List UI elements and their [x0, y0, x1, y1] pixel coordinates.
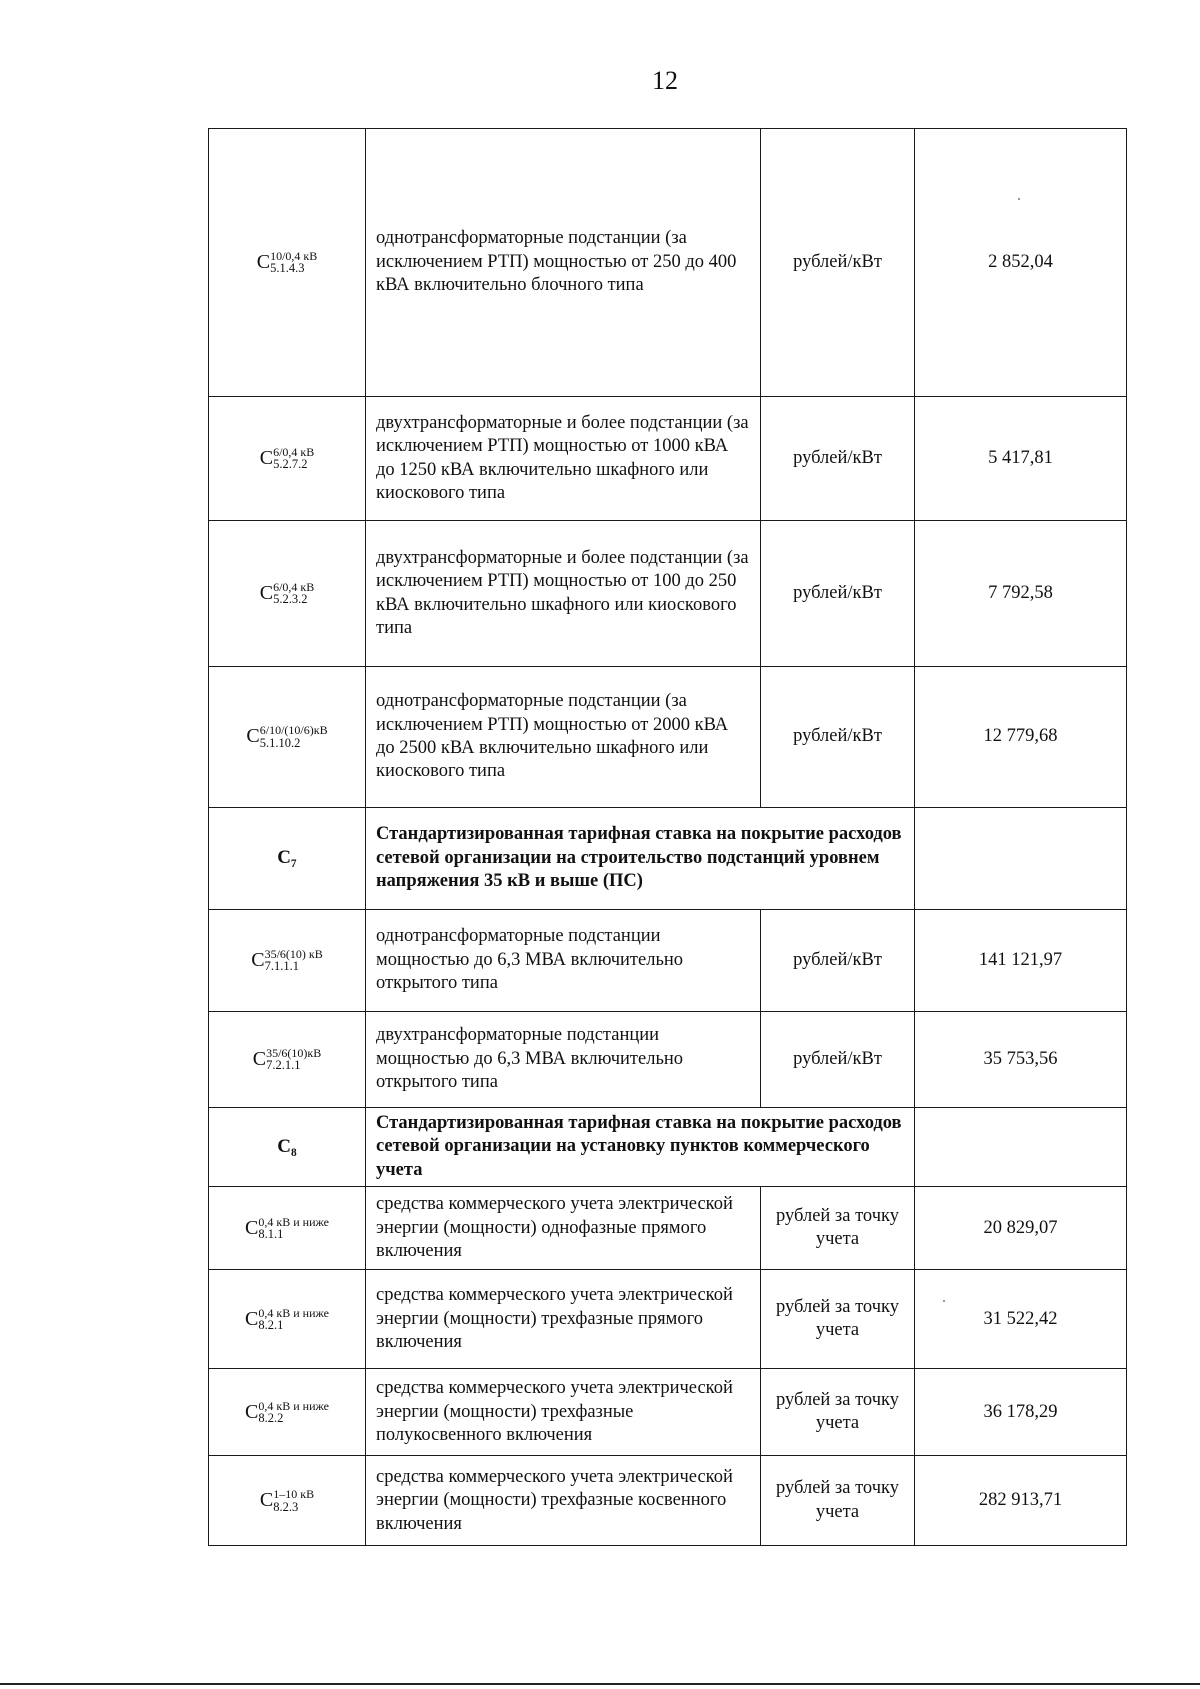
- rate-description: двухтрансформаторные подстанции мощностью до 6,3 МВА включительно открытого типа: [366, 1012, 761, 1108]
- rate-symbol: C 35/6(10) кВ 7.1.1.1: [251, 946, 323, 974]
- rate-description: однотрансформаторные подстанции (за исключением РТП) мощностью от 250 до 400 кВА включительно блочного типа: [366, 129, 761, 397]
- table-row: [209, 1012, 1127, 1108]
- rate-index-subscript: 7.2.1.1: [266, 1058, 301, 1073]
- rate-voltage-superscript: 0,4 кВ и ниже: [258, 1305, 329, 1320]
- rate-voltage-superscript: 35/6(10)кВ: [266, 1045, 322, 1060]
- rate-value: 5 417,81: [915, 397, 1127, 521]
- rate-index-subscript: 5.2.7.2: [273, 457, 308, 472]
- rate-unit: рублей/кВт: [761, 667, 915, 808]
- table-row: [209, 1187, 1127, 1270]
- table-row: [209, 129, 1127, 397]
- section-row: [209, 808, 1127, 910]
- rate-symbol-cell: [209, 1270, 366, 1369]
- rate-symbol-cell: [209, 1012, 366, 1108]
- table-row: [209, 521, 1127, 667]
- rate-index-subscript: 8.2.1: [258, 1318, 284, 1333]
- rate-symbol-cell: [209, 129, 366, 397]
- rate-description: однотрансформаторные подстанции мощностью до 6,3 МВА включительно открытого типа: [366, 910, 761, 1012]
- rate-symbol-cell: [209, 1456, 366, 1546]
- rate-voltage-superscript: 6/0,4 кВ: [273, 579, 315, 594]
- table-row: [209, 910, 1127, 1012]
- section-code: C₇: [209, 808, 366, 910]
- scan-edge-line: [0, 1683, 1200, 1685]
- rate-voltage-superscript: 10/0,4 кВ: [270, 248, 318, 263]
- scan-speck: [1018, 198, 1020, 200]
- rate-index-subscript: 5.2.3.2: [273, 592, 308, 607]
- section-title: Стандартизированная тарифная ставка на покрытие расходов сетевой организации на строительство подстанций уровнем напряжения 35 кВ и выше (ПС): [366, 808, 915, 910]
- rate-symbol: C 6/10/(10/6)кВ 5.1.10.2: [246, 723, 328, 750]
- rate-voltage-superscript: 0,4 кВ и ниже: [258, 1214, 329, 1229]
- rate-index-subscript: 8.1.1: [258, 1227, 284, 1242]
- rate-symbol: C 6/0,4 кВ 5.2.3.2: [259, 579, 315, 607]
- scan-speck: [943, 1300, 945, 1302]
- rate-value: 141 121,97: [915, 910, 1127, 1012]
- rate-index-subscript: 8.2.2: [258, 1411, 284, 1426]
- rate-symbol: C 35/6(10)кВ 7.2.1.1: [252, 1045, 322, 1073]
- rate-description: средства коммерческого учета электрической энергии (мощности) трехфазные косвенного включения: [366, 1456, 761, 1546]
- rate-unit: рублей/кВт: [761, 397, 915, 521]
- rate-unit: рублей/кВт: [761, 910, 915, 1012]
- rate-unit: рублей/кВт: [761, 129, 915, 397]
- section-title: Стандартизированная тарифная ставка на покрытие расходов сетевой организации на установку пунктов коммерческого учета: [366, 1108, 915, 1187]
- rate-unit: рублей за точку учета: [761, 1456, 915, 1546]
- rate-unit: рублей/кВт: [761, 521, 915, 667]
- rate-value: 20 829,07: [915, 1187, 1127, 1270]
- rate-index-subscript: 8.2.3: [273, 1499, 299, 1514]
- rate-voltage-superscript: 6/10/(10/6)кВ: [259, 723, 328, 738]
- rate-symbol: C 1–10 кВ 8.2.3: [259, 1487, 315, 1514]
- tariff-table: [208, 128, 1127, 1546]
- rate-unit: рублей за точку учета: [761, 1187, 915, 1270]
- rate-unit: рублей за точку учета: [761, 1369, 915, 1456]
- rate-description: средства коммерческого учета электрической энергии (мощности) трехфазные прямого включения: [366, 1270, 761, 1369]
- rate-symbol: C 10/0,4 кВ 5.1.4.3: [256, 248, 318, 276]
- rate-description: двухтрансформаторные и более подстанции (за исключением РТП) мощностью от 1000 кВА до 1250 кВА включительно шкафного или киоскового типа: [366, 397, 761, 521]
- table-row: [209, 667, 1127, 808]
- rate-symbol: C 0,4 кВ и ниже 8.1.1: [245, 1214, 329, 1242]
- rate-value: 31 522,42: [915, 1270, 1127, 1369]
- empty-cell: [915, 1108, 1127, 1187]
- rate-symbol: C 0,4 кВ и ниже 8.2.1: [245, 1305, 329, 1333]
- table-row: [209, 1369, 1127, 1456]
- rate-index-subscript: 5.1.10.2: [259, 735, 301, 750]
- rate-value: 282 913,71: [915, 1456, 1127, 1546]
- rate-unit: рублей за точку учета: [761, 1270, 915, 1369]
- rate-voltage-superscript: 1–10 кВ: [273, 1487, 315, 1502]
- rate-unit: рублей/кВт: [761, 1012, 915, 1108]
- rate-voltage-superscript: 0,4 кВ и ниже: [258, 1398, 329, 1413]
- rate-symbol-cell: [209, 667, 366, 808]
- rate-value: 7 792,58: [915, 521, 1127, 667]
- rate-symbol: C 6/0,4 кВ 5.2.7.2: [259, 444, 315, 472]
- rate-index-subscript: 5.1.4.3: [270, 261, 305, 276]
- section-code: C₈: [209, 1108, 366, 1187]
- rate-description: средства коммерческого учета электрической энергии (мощности) однофазные прямого включения: [366, 1187, 761, 1270]
- section-row: [209, 1108, 1127, 1187]
- rate-symbol-cell: [209, 397, 366, 521]
- rate-description: средства коммерческого учета электрической энергии (мощности) трехфазные полукосвенного включения: [366, 1369, 761, 1456]
- table-row: [209, 1456, 1127, 1546]
- rate-value: 35 753,56: [915, 1012, 1127, 1108]
- rate-symbol: C 0,4 кВ и ниже 8.2.2: [245, 1398, 329, 1426]
- rate-value: 2 852,04: [915, 129, 1127, 397]
- rate-symbol-cell: [209, 521, 366, 667]
- rate-index-subscript: 7.1.1.1: [264, 959, 299, 974]
- rate-symbol-cell: [209, 1369, 366, 1456]
- rate-description: однотрансформаторные подстанции (за исключением РТП) мощностью от 2000 кВА до 2500 кВА включительно шкафного или киоскового типа: [366, 667, 761, 808]
- rate-value: 12 779,68: [915, 667, 1127, 808]
- rate-symbol-cell: [209, 910, 366, 1012]
- rate-value: 36 178,29: [915, 1369, 1127, 1456]
- rate-symbol-cell: [209, 1187, 366, 1270]
- rate-voltage-superscript: 35/6(10) кВ: [264, 946, 323, 961]
- empty-cell: [915, 808, 1127, 910]
- table-row: [209, 1270, 1127, 1369]
- table-row: [209, 397, 1127, 521]
- rate-voltage-superscript: 6/0,4 кВ: [273, 444, 315, 459]
- rate-description: двухтрансформаторные и более подстанции (за исключением РТП) мощностью от 100 до 250 кВА включительно шкафного или киоскового типа: [366, 521, 761, 667]
- page-number: 12: [652, 66, 678, 95]
